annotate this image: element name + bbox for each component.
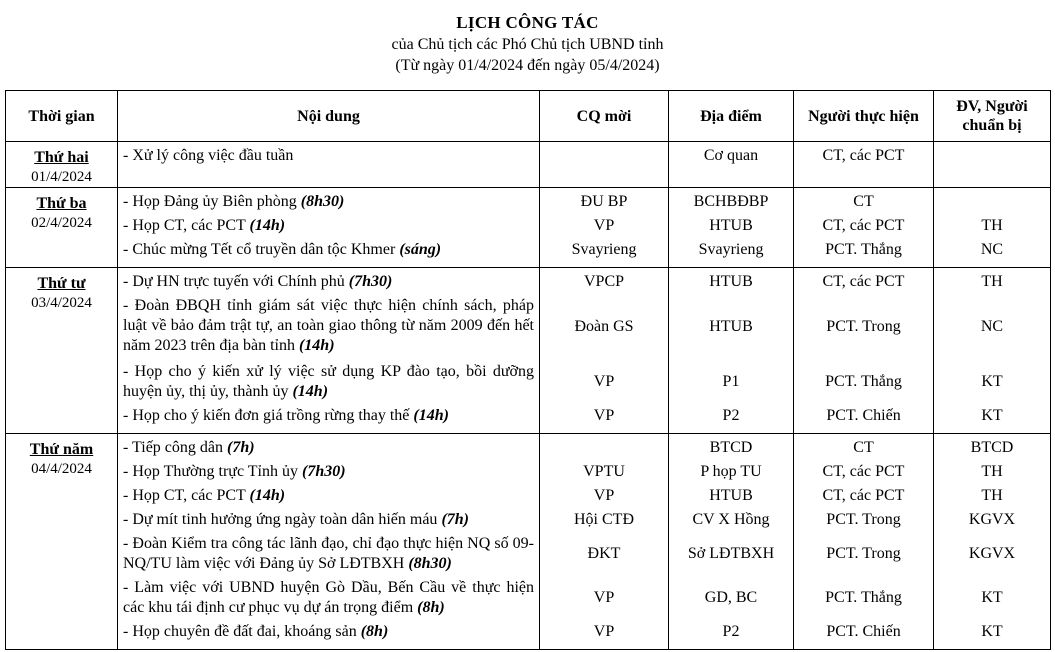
performer-value [794,510,933,534]
inviter-text: ĐU BP [580,193,628,210]
item-time: (14h) [413,407,449,424]
inviter-value [540,240,668,264]
performer-text: CT [853,439,874,456]
item-text [123,486,534,506]
item-text [123,510,534,530]
inviter-value [540,216,668,240]
inviter-text: ĐKT [587,545,621,562]
location-cell [669,268,794,434]
item-time: (7h30) [348,273,393,290]
item-time: (7h30) [301,463,346,480]
location-text: CV X Hồng [692,511,770,528]
preparer-value [934,296,1050,362]
day-name: Thứ hai [34,149,89,166]
item-time: (8h30) [300,193,345,210]
item-description: - Xử lý công việc đầu tuần [123,147,294,164]
schedule-item [118,534,539,578]
location-text: P họp TU [700,463,762,480]
inviter-value [540,578,668,622]
location-value [669,462,793,486]
location-text: BTCD [709,439,753,456]
performer-value [794,146,933,168]
preparer-value [934,406,1050,430]
performer-value [794,240,933,264]
preparer-text: NC [980,241,1004,258]
day-row [6,268,1051,434]
preparer-cell [934,434,1051,650]
document-header [0,0,1055,76]
preparer-value [934,462,1050,486]
inviter-value [540,146,668,168]
performer-cell [794,268,934,434]
day-name: Thứ năm [29,441,94,458]
location-value [669,146,793,168]
inviter-value [540,510,668,534]
performer-text: PCT. Chiến [826,407,901,424]
col-header-location: Địa điểm [669,91,794,142]
item-text [123,578,534,618]
document-subtitle: của Chủ tịch các Phó Chủ tịch UBND tỉnh [391,36,664,53]
content-cell [118,142,540,188]
item-description: - Họp CT, các PCT [123,217,246,234]
performer-value [794,296,933,362]
item-text [123,622,534,642]
inviter-cell [540,188,669,268]
inviter-text: Hội CTĐ [574,511,634,528]
item-description: - Đoàn Kiểm tra công tác lãnh đạo, chỉ đạo thực hiện NQ số 09-NQ/TU làm việc với Đảng ủy Sở LĐTBXH [123,535,534,572]
day-row [6,142,1051,188]
performer-value [794,406,933,430]
location-value [669,486,793,510]
schedule-item [118,192,539,216]
schedule-table [5,90,1051,650]
location-text: HTUB [709,217,753,234]
location-cell [669,142,794,188]
inviter-text: VP [593,373,615,390]
location-value [669,406,793,430]
location-value [669,362,793,406]
col-header-preparer: ĐV, Người chuẩn bị [934,91,1051,142]
location-text: HTUB [709,273,753,290]
preparer-value [934,240,1050,264]
performer-value [794,462,933,486]
performer-text: CT, các PCT [822,487,905,504]
location-value [669,510,793,534]
day-cell [6,434,118,650]
day-row [6,188,1051,268]
item-description: - Chúc mừng Tết cổ truyền dân tộc Khmer [123,241,396,258]
inviter-value [540,192,668,216]
item-description: - Làm việc với UBND huyện Gò Dầu, Bến Cầu về thực hiện các khu tái định cư phục vụ dự án trọng điểm [123,579,534,616]
performer-value [794,216,933,240]
col-header-content: Nội dung [118,91,540,142]
day-date: 04/4/2024 [31,461,92,477]
day-cell [6,142,118,188]
location-text: P2 [722,623,740,640]
item-description: - Tiếp công dân [123,439,223,456]
preparer-text: NC [980,318,1004,335]
preparer-cell [934,188,1051,268]
location-cell [669,188,794,268]
location-text: BCHBĐBP [693,193,769,210]
inviter-value [540,486,668,510]
performer-text: PCT. Thắng [825,373,902,390]
preparer-text: TH [981,487,1003,504]
preparer-value [934,486,1050,510]
item-time: (14h) [292,383,329,400]
performer-text: PCT. Trong [826,511,901,528]
inviter-text: VP [593,217,615,234]
item-time: (7h) [227,439,255,456]
performer-value [794,192,933,216]
performer-cell [794,434,934,650]
inviter-value [540,296,668,362]
location-text: Svayrieng [698,241,764,258]
preparer-text: TH [981,273,1003,290]
preparer-text: TH [981,217,1003,234]
schedule-item [118,438,539,462]
schedule-item [118,622,539,646]
performer-text: CT, các PCT [822,273,905,290]
date-range: (Từ ngày 01/4/2024 đến ngày 05/4/2024) [395,57,660,74]
performer-value [794,486,933,510]
content-cell [118,434,540,650]
performer-text: PCT. Thắng [825,589,902,606]
location-value [669,578,793,622]
schedule-item [118,362,539,406]
item-text [123,534,534,574]
item-description: - Họp cho ý kiến xử lý việc sử dụng KP đào tạo, bồi dưỡng huyện ủy, thị ủy, thành ủy [123,363,534,400]
performer-value [794,438,933,462]
item-text [123,240,534,260]
location-value [669,534,793,578]
location-value [669,438,793,462]
schedule-item [118,146,539,168]
day-date: 02/4/2024 [31,215,92,231]
performer-value [794,578,933,622]
inviter-value [540,622,668,646]
performer-text: PCT. Chiến [826,623,901,640]
content-cell [118,268,540,434]
location-value [669,240,793,264]
inviter-cell [540,268,669,434]
item-time: (sáng) [399,241,442,258]
performer-text: PCT. Trong [826,318,901,335]
performer-value [794,622,933,646]
item-description: - Dự HN trực tuyến với Chính phủ [123,273,345,290]
location-text: Sở LĐTBXH [687,545,775,562]
location-value [669,216,793,240]
col-header-time: Thời gian [6,91,118,142]
item-text [123,438,534,458]
performer-value [794,362,933,406]
preparer-text: KT [981,373,1003,390]
preparer-value [934,622,1050,646]
performer-text: CT [853,193,874,210]
schedule-item [118,462,539,486]
performer-text: PCT. Trong [826,545,901,562]
inviter-text: Đoàn GS [574,318,634,335]
preparer-text: BTCD [970,439,1014,456]
item-description: - Đoàn ĐBQH tỉnh giám sát việc thực hiện chính sách, pháp luật về bảo đảm trật tự, an toàn giao thông từ năm 2009 đến hết năm 2023 trên địa bàn tỉnh [123,297,534,354]
performer-text: PCT. Thắng [825,241,902,258]
schedule-item [118,486,539,510]
inviter-text: VP [593,589,615,606]
preparer-value [934,362,1050,406]
col-header-performer: Người thực hiện [794,91,934,142]
preparer-value [934,534,1050,578]
item-text [123,296,534,356]
inviter-value [540,462,668,486]
schedule-item [118,578,539,622]
performer-value [794,534,933,578]
preparer-value [934,192,1050,216]
performer-cell [794,142,934,188]
preparer-value [934,510,1050,534]
inviter-text: VPTU [583,463,625,480]
schedule-item [118,296,539,362]
location-value [669,192,793,216]
day-cell [6,268,118,434]
performer-text: CT, các PCT [822,463,905,480]
schedule-item [118,272,539,296]
location-text: Cơ quan [703,147,759,164]
inviter-cell [540,142,669,188]
day-name: Thứ ba [36,195,87,212]
inviter-text: VP [593,407,615,424]
day-cell [6,188,118,268]
inviter-cell [540,434,669,650]
item-description: - Họp Thường trực Tỉnh ủy [123,463,298,480]
schedule-item [118,406,539,430]
preparer-text: KT [981,407,1003,424]
inviter-text: VP [593,623,615,640]
preparer-text: TH [981,463,1003,480]
content-cell [118,188,540,268]
preparer-cell [934,142,1051,188]
location-text: P2 [722,407,740,424]
item-text [123,146,534,166]
item-text [123,272,534,292]
performer-cell [794,188,934,268]
inviter-value [540,534,668,578]
day-date: 03/4/2024 [31,295,92,311]
inviter-value [540,406,668,430]
preparer-text: KGVX [968,545,1016,562]
day-name: Thứ tư [37,275,86,292]
preparer-text: KT [981,623,1003,640]
performer-value [794,272,933,296]
preparer-value [934,578,1050,622]
day-date: 01/4/2024 [31,169,92,185]
location-text: GD, BC [704,589,758,606]
table-header-row [6,91,1051,142]
location-text: HTUB [709,487,753,504]
preparer-cell [934,268,1051,434]
item-text [123,406,534,426]
item-time: (7h) [441,511,469,528]
item-time: (14h) [249,487,286,504]
item-time: (8h) [360,623,389,640]
document-title: LỊCH CÔNG TÁC [456,13,599,32]
location-text: P1 [722,373,740,390]
preparer-value [934,438,1050,462]
schedule-item [118,240,539,264]
inviter-text: VPCP [583,273,625,290]
preparer-value [934,272,1050,296]
item-description: - Họp CT, các PCT [123,487,246,504]
inviter-value [540,362,668,406]
col-header-inviter: CQ mời [540,91,669,142]
schedule-item [118,216,539,240]
item-text [123,192,534,212]
item-time: (8h) [417,599,445,616]
item-description: - Họp Đảng ủy Biên phòng [123,193,297,210]
location-value [669,622,793,646]
item-time: (14h) [249,217,286,234]
location-value [669,296,793,362]
performer-text: CT, các PCT [822,217,905,234]
item-description: - Dự mít tinh hưởng ứng ngày toàn dân hiến máu [123,511,438,528]
inviter-value [540,438,668,462]
item-time: (14h) [298,337,335,354]
preparer-text: KT [981,589,1003,606]
inviter-text: Svayrieng [571,241,637,258]
item-text [123,362,534,402]
location-cell [669,434,794,650]
preparer-value [934,146,1050,168]
inviter-value [540,272,668,296]
day-row [6,434,1051,650]
item-description: - Họp cho ý kiến đơn giá trồng rừng thay thế [123,407,410,424]
performer-text: CT, các PCT [822,147,905,164]
item-time: (8h30) [408,555,452,572]
location-text: HTUB [709,318,753,335]
preparer-text: KGVX [968,511,1016,528]
preparer-value [934,216,1050,240]
location-value [669,272,793,296]
item-text [123,462,534,482]
item-text [123,216,534,236]
item-description: - Họp chuyên đề đất đai, khoáng sản [123,623,357,640]
inviter-text: VP [593,487,615,504]
schedule-item [118,510,539,534]
